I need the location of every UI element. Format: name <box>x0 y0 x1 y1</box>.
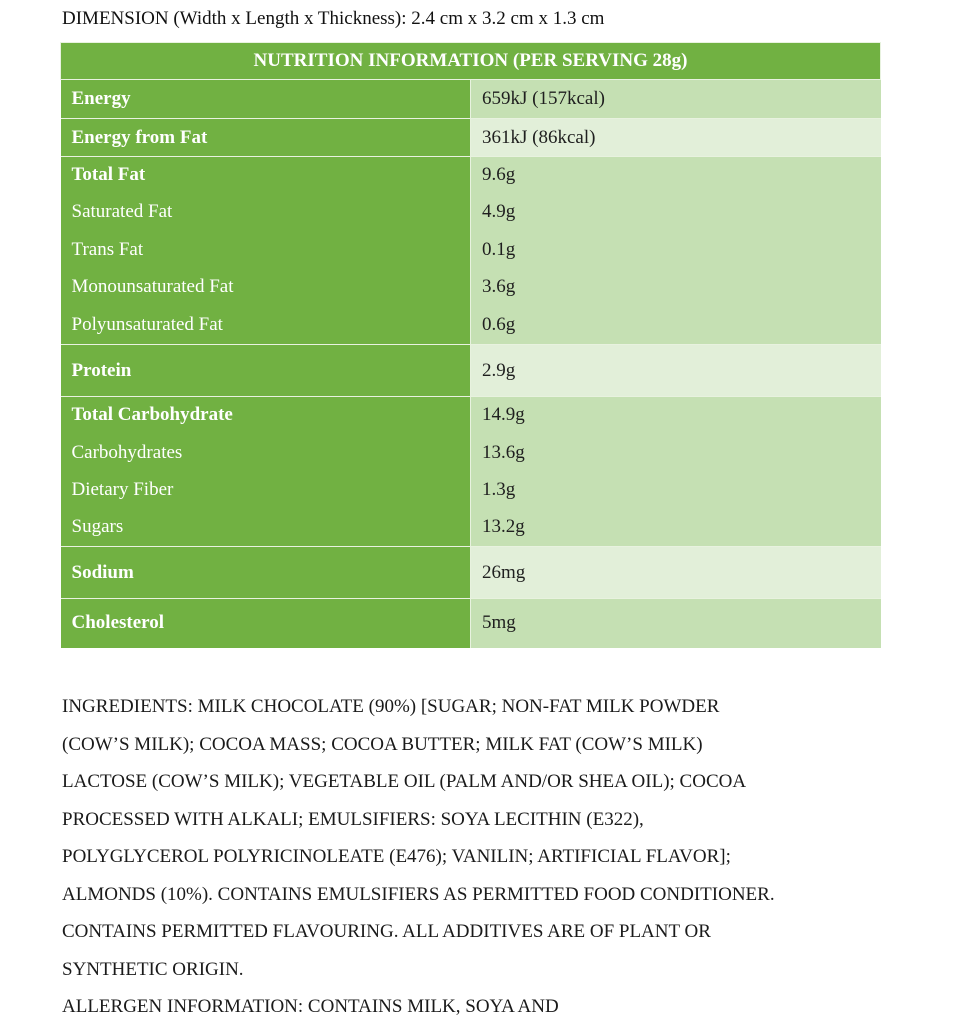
nutrient-label: Total Fat <box>61 157 471 194</box>
nutrient-value: 659kJ (157kcal) <box>471 80 881 119</box>
nutrient-value: 14.9g <box>471 397 881 434</box>
ingredients-text <box>62 688 902 1026</box>
nutrient-value: 13.6g <box>471 434 881 472</box>
nutrient-value: 5mg <box>471 599 881 648</box>
table-row <box>61 80 881 119</box>
nutrient-value: 2.9g <box>471 345 881 397</box>
nutrient-label: Sodium <box>61 547 471 599</box>
nutrient-value: 361kJ (86kcal) <box>471 119 881 157</box>
nutrient-label: Energy from Fat <box>61 119 471 157</box>
nutrient-label: Trans Fat <box>61 231 471 269</box>
nutrient-label: Energy <box>61 80 471 119</box>
table-row <box>61 599 881 648</box>
table-row <box>61 345 881 397</box>
nutrient-label: Polyunsaturated Fat <box>61 306 471 345</box>
dimension-text: DIMENSION (Width x Length x Thickness): 2.4 cm x 3.2 cm x 1.3 cm <box>62 8 605 29</box>
table-row <box>61 157 881 194</box>
table-row <box>61 306 881 345</box>
nutrition-header-row <box>61 43 881 80</box>
ingredients-line: LACTOSE (COW’S MILK); VEGETABLE OIL (PALM AND/OR SHEA OIL); COCOA <box>62 771 747 792</box>
table-row <box>61 397 881 434</box>
nutrient-label: Protein <box>61 345 471 397</box>
nutrient-value: 26mg <box>471 547 881 599</box>
table-row <box>61 119 881 157</box>
nutrient-value: 3.6g <box>471 269 881 306</box>
table-row <box>61 509 881 547</box>
allergen-line: ALLERGEN INFORMATION: CONTAINS MILK, SOYA AND <box>62 996 559 1017</box>
table-row <box>61 434 881 472</box>
ingredients-line: POLYGLYCEROL POLYRICINOLEATE (E476); VANILIN; ARTIFICIAL FLAVOR]; <box>62 846 731 867</box>
nutrient-value: 1.3g <box>471 472 881 509</box>
nutrient-value: 4.9g <box>471 194 881 231</box>
nutrient-value: 0.1g <box>471 231 881 269</box>
ingredients-line: (COW’S MILK); COCOA MASS; COCOA BUTTER; MILK FAT (COW’S MILK) <box>62 733 703 755</box>
ingredients-line: SYNTHETIC ORIGIN. <box>62 958 244 980</box>
nutrient-label: Monounsaturated Fat <box>61 269 471 306</box>
nutrient-value: 0.6g <box>471 306 881 345</box>
nutrient-label: Saturated Fat <box>61 194 471 231</box>
ingredients-line: INGREDIENTS: MILK CHOCOLATE (90%) [SUGAR; NON-FAT MILK POWDER <box>62 696 720 717</box>
nutrition-table <box>60 42 881 648</box>
ingredients-line: PROCESSED WITH ALKALI; EMULSIFIERS: SOYA LECITHIN (E322), <box>62 808 644 830</box>
table-row <box>61 231 881 269</box>
ingredients-line: CONTAINS PERMITTED FLAVOURING. ALL ADDITIVES ARE OF PLANT OR <box>62 921 711 942</box>
table-row <box>61 194 881 231</box>
table-row <box>61 269 881 306</box>
nutrient-value: 13.2g <box>471 509 881 547</box>
table-row <box>61 472 881 509</box>
nutrition-header: NUTRITION INFORMATION (PER SERVING 28g) <box>61 43 881 80</box>
nutrient-label: Total Carbohydrate <box>61 397 471 434</box>
ingredients-line: ALMONDS (10%). CONTAINS EMULSIFIERS AS PERMITTED FOOD CONDITIONER. <box>62 883 775 905</box>
nutrient-label: Carbohydrates <box>61 434 471 472</box>
nutrient-label: Cholesterol <box>61 599 471 648</box>
table-row <box>61 547 881 599</box>
nutrient-label: Sugars <box>61 509 471 547</box>
nutrient-label: Dietary Fiber <box>61 472 471 509</box>
nutrient-value: 9.6g <box>471 157 881 194</box>
